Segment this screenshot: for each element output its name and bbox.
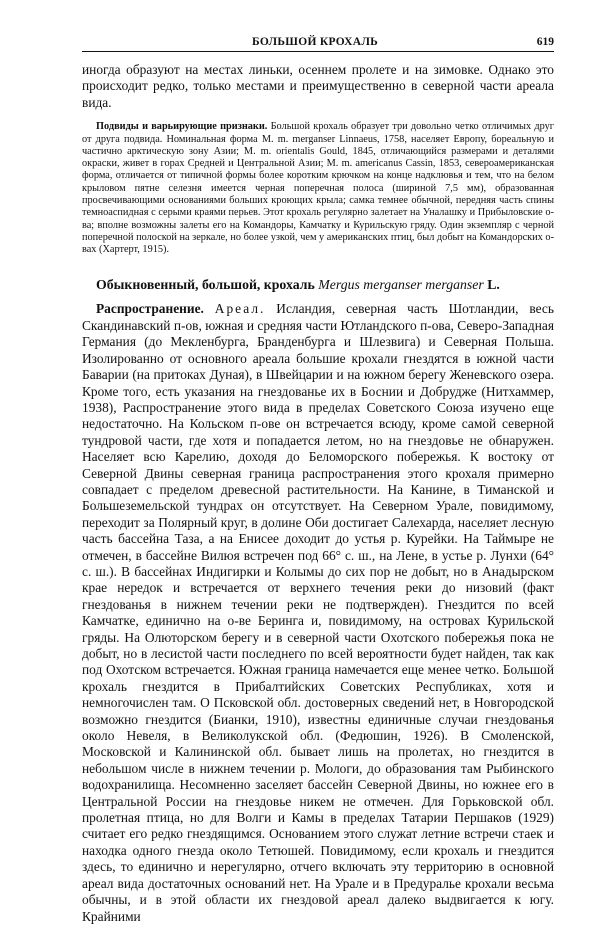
page-header — [82, 36, 554, 52]
distribution-text: Исландия, северная часть Шотландии, весь Скандинавский п-ов, южная и средняя части Ютландского п-ова, Северо-Западная Германия (до Мекленбурга, Бранденбурга и Шлезвига) и Северная Польша. Изолированно от основного ареала большие крохали гнездятся в южной части Баварии (на притоках Дуная), в Швейцарии и на южном берегу Женевского озера. Кроме того, есть указания на гнездованье их в Боснии и Добрудже (Нитхаммер, 1938), Распространение этого вида в пределах Советского Союза изучено еще недостаточно. На Кольском п-ове он встречается всюду, кроме самой северной тундровой части, где хотя и попадается летом, но на гнездовье не обнаружен. Населяет всю Карелию, доходя до Беломорского побережья. К востоку от Северной Двины северная граница распространения этого крохаля примерно совпадает с пределом древесной растительности. На Канине, в Тиманской и Большеземельской тундрах он отсутствует. На Северном Урале, повидимому, переходит за Полярный круг, в долине Оби достигает Салехарда, населяет лесную часть бассейна Таза, а на Енисее доходит до устья р. Курейки. На Таймыре не отмечен, в бассейне Вилюя встречен под 66° с. ш., на Лене, в устье р. Лунхи (64° с. ш.). В бассейнах Индигирки и Колымы до сих пор не добыт, но в Анадырском крае нередок и встречается от верхнего течения реки до низовий (факт гнездованья в нижнем течении реки не подтвержден). Гнездится по всей Камчатке, единично на о-ве Беринга и, повидимому, на островах Курильской гряды. На Олюторском берегу и в северной части Охотского побережья пока не добыт, но в лесистой части последнего по всей вероятности будет найден, так как под Охотском встречается. Южная граница намечается еще менее четко. Большой крохаль гнездится в Прибалтийских Советских Республиках, хотя и немногочислен там. О Псковской обл. достоверных сведений нет, в Новгородской возможно гнездится (Бианки, 1910), известны единичные случаи гнездованья около Невеля, в Великолукской обл. (Федюшин, 1926). В Смоленской, Московской и Калининской обл. бывает лишь на пролетах, но гнездится в небольшом числе в нижнем течении р. Мологи, до образования там Рыбинского водохранилища. Несомненно заселяет бассейн Северной Двины, но южнее его в Центральной России на гнездовье никем не отмечен. Для Горьковской обл. пролетная птица, но для Волги и Камы в пределах Татарии Першаков (1929) считает его редко гнездящимся. Основанием этого служат летние встречи стаек и находка одного гнезда около Тетюшей. Повидимому, если крохаль и гнездится здесь, то единично и нерегулярно, отчего включать эту территорию в основной ареал вида достаточных оснований нет. На Урале и в Предуралье крохали весьма обычны, и в этой области их гнездовой ареал далеко выдвигается к югу. Крайними — [82, 301, 554, 924]
page-number: 619 — [536, 36, 554, 48]
subspecies-note-text: Большой крохаль образует три довольно четко отличимых друг от друга подвида. Номинальная форма M. m. merganser Linnaeus, 1758, населяет Европу, бореальную и частично арктическую зону Азии; M. m. orientalis Gould, 1845, отличающийся размерами и деталями окраски, живет в горах Средней и Центральной Азии; M. m. americanus Cassin, 1853, североамериканская форма, отличается от типичной формы более коротким крючком на конце надклювья и тем, что на белом крыловом пятне селезня имеется черная поперечная полоса (шириной 7,5 мм), образованная просвечивающими основаниями больших кроющих крыла; самка темнее обычной, передняя часть спины темноаспидная с серыми краями перьев. Этот крохаль регулярно залетает на Уналашку и Прибыловские о-ва; вполне возможны залеты его на Командоры, Камчатку и Курильскую гряду. Один экземпляр с черной поперечной полоской на зеркале, но более узкой, чем у американских птиц, был добыт на Командорских о-вах (Хартерт, 1915). — [82, 121, 554, 256]
section-heading — [82, 276, 554, 293]
intro-paragraph: иногда образуют на местах линьки, осеннем пролете и на зимовке. Однако это происходит редко, только местами и преимущественно в северной части ареала вида. — [82, 62, 554, 110]
distribution-paragraph — [82, 301, 554, 924]
section-heading-russian: Обыкновенный, большой, крохаль — [96, 277, 315, 293]
page-content — [82, 62, 554, 925]
running-title: БОЛЬШОЙ КРОХАЛЬ — [252, 36, 379, 48]
distribution-lead: Распространение. — [96, 301, 204, 317]
subspecies-note — [82, 121, 554, 256]
header-rule — [82, 51, 554, 52]
range-label: Ареал. — [214, 301, 266, 317]
section-heading-latin: Mergus merganser merganser — [318, 277, 484, 293]
section-heading-author: L. — [487, 277, 500, 293]
subspecies-note-lead: Подвиды и варьирующие признаки. — [96, 121, 268, 133]
